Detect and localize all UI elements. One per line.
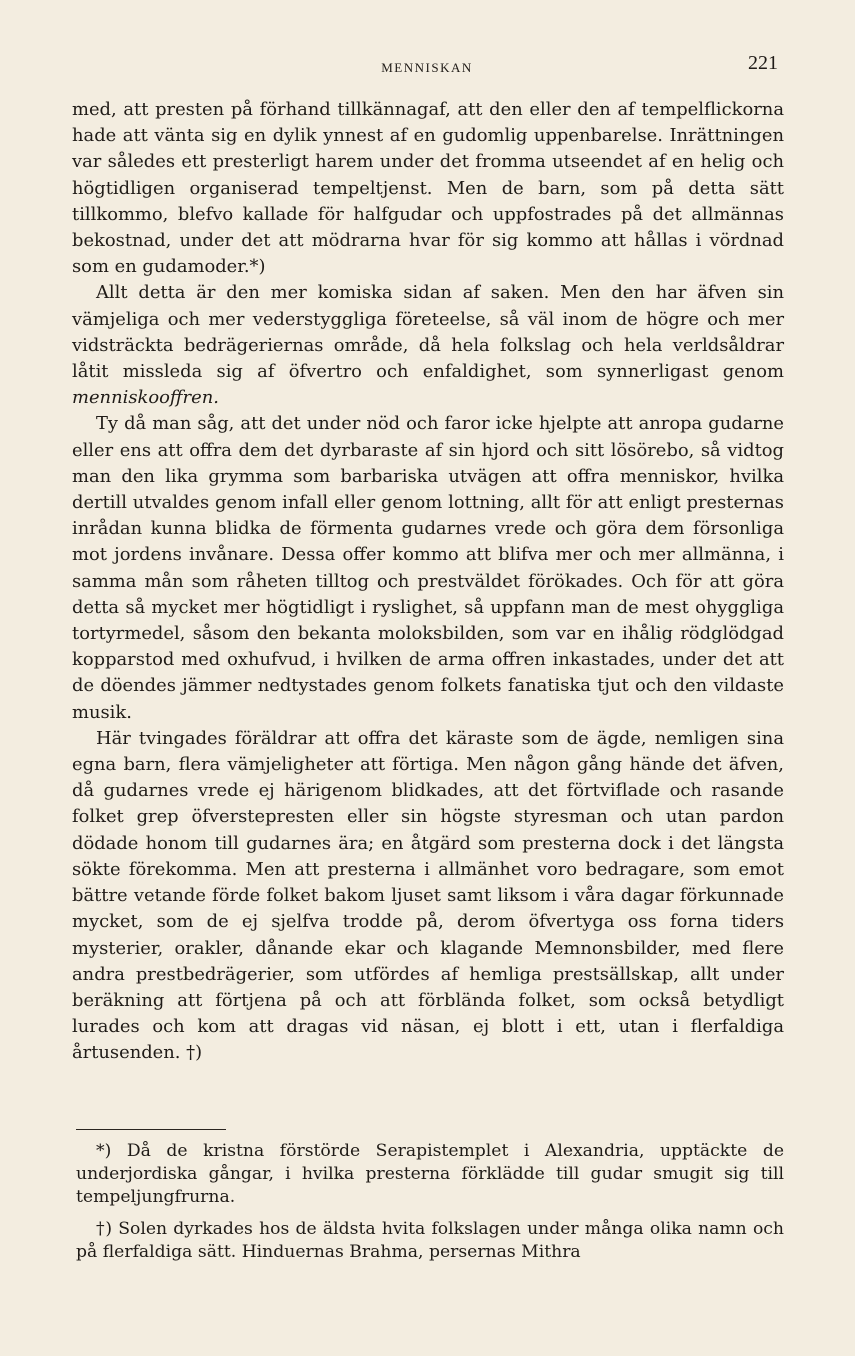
paragraph-1: med, att presten på förhand tillkännagaf, att den eller den af tempelflickorna hade att vänta sig en dylik ynnest af en gudomlig uppenbarelse. Inrättningen var således ett presterligt harem under det fromma utseendet af en helig och högtidligen organiserad tempeltjenst. Men de barn, som på detta sätt tillkommo, blefvo kallade för halfgudar och uppfostrades på det allmännas bekostnad, under det att mödrarna hvar för sig kommo att hållas i vördnad som en gudamoder.*)	[72, 99, 784, 278]
body-text	[72, 97, 784, 1067]
footnote-2: †) Solen dyrkades hos de äldsta hvita folkslagen under många olika namn och på flerfaldiga sätt. Hinduernas Brahma, persernas Mithra	[76, 1219, 784, 1263]
footnote-divider	[76, 1129, 226, 1130]
page-header	[72, 52, 782, 80]
paragraph-2	[72, 280, 784, 411]
footnote-1: *) Då de kristna förstörde Serapistemplet i Alexandria, upptäckte de underjordiska gångar, i hvilka presterna förklädde till gudar smugit sig till tempeljungfrurna.	[76, 1141, 784, 1207]
paragraph-2-text: Allt detta är den mer komiska sidan af saken. Men den har äfven sin vämjeliga och mer vederstyggliga företeelse, så väl inom de högre och mer vidsträckta bedrägeriernas område, då hela folkslag och hela verldsåldrar låtit missleda sig af öfvertro och enfaldighet, som synnerligast genom	[72, 282, 784, 383]
footnotes	[76, 1140, 784, 1274]
paragraph-3: Ty då man såg, att det under nöd och faror icke hjelpte att anropa gudarne eller ens att offra dem det dyrbaraste af sin hjord och sitt lösörebo, så vidtog man den lika grymma som barbariska utvägen att offra menniskor, hvilka dertill utvaldes genom infall eller genom lottning, allt för att enligt presternas inrådan kunna blidka de förmenta gudarnes vrede och göra dem försonliga mot jordens invånare. Dessa offer kommo att blifva mer och mer allmänna, i samma mån som råheten tilltog och prestväldet förökades. Och för att göra detta så mycket mer högtidligt i ryslighet, så uppfann man de mest ohyggliga tortyrmedel, såsom den bekanta moloksbilden, som var en ihålig rödglödgad kopparstod med oxhufvud, i hvilken de arma offren inkastades, under det att de döendes jämmer nedtystades genom folkets fanatiska tjut och den vildaste musik.	[72, 413, 784, 723]
page-number: 221	[748, 52, 778, 74]
paragraph-2-italic: menniskooffren.	[72, 387, 219, 409]
running-head: MENNISKAN	[381, 60, 473, 75]
paragraph-4: Här tvingades föräldrar att offra det käraste som de ägde, nemligen sina egna barn, flera vämjeligheter att förtiga. Men någon gång hände det äfven, då gudarnes vrede ej härigenom blidkades, att det förtviflade och rasande folket grep öfverstepresten eller sin högste styresman och utan pardon dödade honom till gudarnes ära; en åtgärd som presterna dock i det längsta sökte förekomma. Men att presterna i allmänhet voro bedragare, som emot bättre vetande förde folket bakom ljuset samt liksom i våra dagar förkunnade mycket, som de ej sjelfva trodde på, derom öfvertyga oss forna tiders mysterier, orakler, dånande ekar och klagande Memnonsbilder, med flere andra prestbedrägerier, som utfördes af hemliga prestsällskap, allt under beräkning att förtjena på och att förblända folket, som också betydligt lurades och kom att dragas vid näsan, ej blott i ett, utan i flerfaldiga årtusenden. †)	[72, 727, 784, 1064]
